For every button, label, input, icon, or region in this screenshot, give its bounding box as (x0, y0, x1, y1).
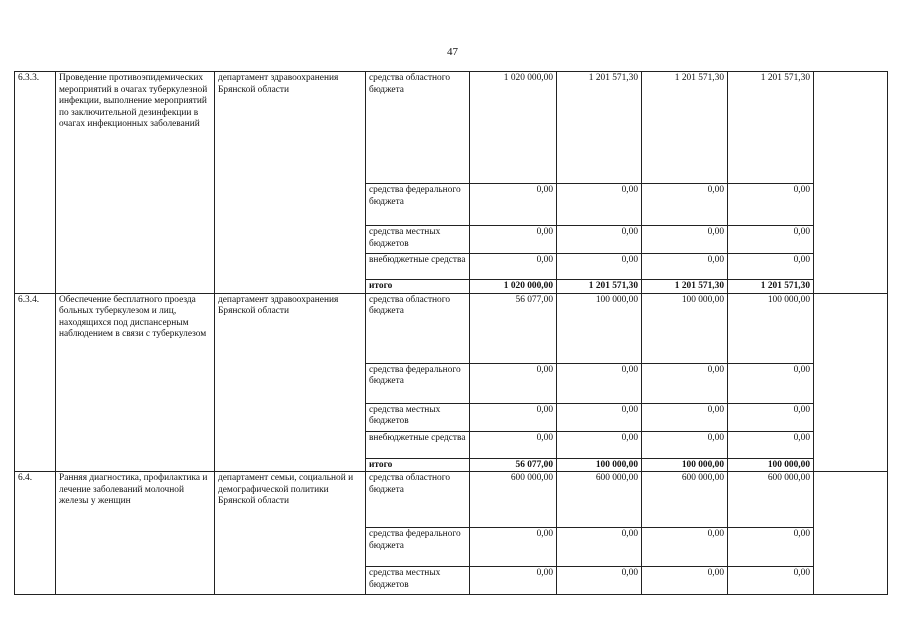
measure-title: Обеспечение бесплатного проезда больных туберкулезом и лиц, находящихся под диспансерным наблюдением в связи с туберкулезом (56, 293, 215, 472)
amount-cell: 0,00 (642, 431, 728, 458)
empty-cell (814, 72, 888, 294)
amount-cell: 56 077,00 (470, 293, 557, 363)
amount-cell: 0,00 (470, 528, 557, 567)
row-index: 6.3.4. (15, 293, 56, 472)
executor-cell: департамент здравоохранения Брянской области (215, 72, 366, 294)
amount-cell: 600 000,00 (470, 472, 557, 528)
amount-cell: 0,00 (470, 226, 557, 254)
funding-source: итого (366, 458, 470, 472)
amount-cell: 0,00 (557, 431, 642, 458)
amount-cell: 100 000,00 (557, 293, 642, 363)
amount-cell: 0,00 (470, 403, 557, 431)
funding-source: средства местных бюджетов (366, 567, 470, 595)
amount-cell: 0,00 (642, 254, 728, 280)
row-index: 6.4. (15, 472, 56, 595)
amount-cell: 100 000,00 (728, 293, 814, 363)
amount-cell: 0,00 (557, 226, 642, 254)
amount-cell: 56 077,00 (470, 458, 557, 472)
empty-cell (814, 293, 888, 472)
amount-cell: 0,00 (728, 184, 814, 226)
amount-cell: 0,00 (557, 528, 642, 567)
amount-cell: 1 201 571,30 (728, 280, 814, 294)
amount-cell: 0,00 (728, 528, 814, 567)
amount-cell: 1 201 571,30 (557, 280, 642, 294)
measure-title: Ранняя диагностика, профилактика и лечение заболеваний молочной железы у женщин (56, 472, 215, 595)
amount-cell: 100 000,00 (728, 458, 814, 472)
amount-cell: 1 201 571,30 (728, 72, 814, 184)
funding-source: итого (366, 280, 470, 294)
amount-cell: 600 000,00 (642, 472, 728, 528)
amount-cell: 100 000,00 (642, 293, 728, 363)
funding-source: внебюджетные средства (366, 254, 470, 280)
amount-cell: 0,00 (642, 363, 728, 403)
amount-cell: 1 020 000,00 (470, 72, 557, 184)
funding-source: средства областного бюджета (366, 72, 470, 184)
budget-table (14, 71, 888, 595)
funding-source: средства областного бюджета (366, 472, 470, 528)
funding-source: средства федерального бюджета (366, 528, 470, 567)
amount-cell: 1 201 571,30 (642, 280, 728, 294)
amount-cell: 100 000,00 (557, 458, 642, 472)
amount-cell: 600 000,00 (557, 472, 642, 528)
empty-cell (814, 472, 888, 595)
executor-cell: департамент здравоохранения Брянской области (215, 293, 366, 472)
funding-source: внебюджетные средства (366, 431, 470, 458)
amount-cell: 100 000,00 (642, 458, 728, 472)
amount-cell: 0,00 (728, 567, 814, 595)
amount-cell: 0,00 (728, 363, 814, 403)
amount-cell: 0,00 (642, 528, 728, 567)
amount-cell: 0,00 (642, 226, 728, 254)
funding-source: средства федерального бюджета (366, 363, 470, 403)
amount-cell: 0,00 (470, 431, 557, 458)
amount-cell: 0,00 (557, 403, 642, 431)
amount-cell: 0,00 (728, 431, 814, 458)
funding-source: средства местных бюджетов (366, 403, 470, 431)
amount-cell: 0,00 (642, 403, 728, 431)
table-row (15, 72, 888, 184)
funding-source: средства местных бюджетов (366, 226, 470, 254)
amount-cell: 600 000,00 (728, 472, 814, 528)
amount-cell: 0,00 (470, 363, 557, 403)
page-number: 47 (447, 46, 458, 58)
amount-cell: 0,00 (728, 403, 814, 431)
amount-cell: 0,00 (642, 184, 728, 226)
executor-cell: департамент семьи, социальной и демографической политики Брянской области (215, 472, 366, 595)
amount-cell: 0,00 (642, 567, 728, 595)
amount-cell: 0,00 (557, 184, 642, 226)
amount-cell: 0,00 (470, 567, 557, 595)
amount-cell: 0,00 (728, 254, 814, 280)
row-index: 6.3.3. (15, 72, 56, 294)
amount-cell: 0,00 (728, 226, 814, 254)
table-row (15, 472, 888, 528)
amount-cell: 1 020 000,00 (470, 280, 557, 294)
amount-cell: 1 201 571,30 (557, 72, 642, 184)
amount-cell: 0,00 (557, 567, 642, 595)
amount-cell: 0,00 (557, 363, 642, 403)
amount-cell: 0,00 (470, 184, 557, 226)
table-row (15, 293, 888, 363)
funding-source: средства федерального бюджета (366, 184, 470, 226)
amount-cell: 0,00 (470, 254, 557, 280)
amount-cell: 1 201 571,30 (642, 72, 728, 184)
amount-cell: 0,00 (557, 254, 642, 280)
funding-source: средства областного бюджета (366, 293, 470, 363)
measure-title: Проведение противоэпидемических мероприятий в очагах туберкулезной инфекции, выполнение мероприятий по заключительной дезинфекции в очагах инфекционных заболеваний (56, 72, 215, 294)
